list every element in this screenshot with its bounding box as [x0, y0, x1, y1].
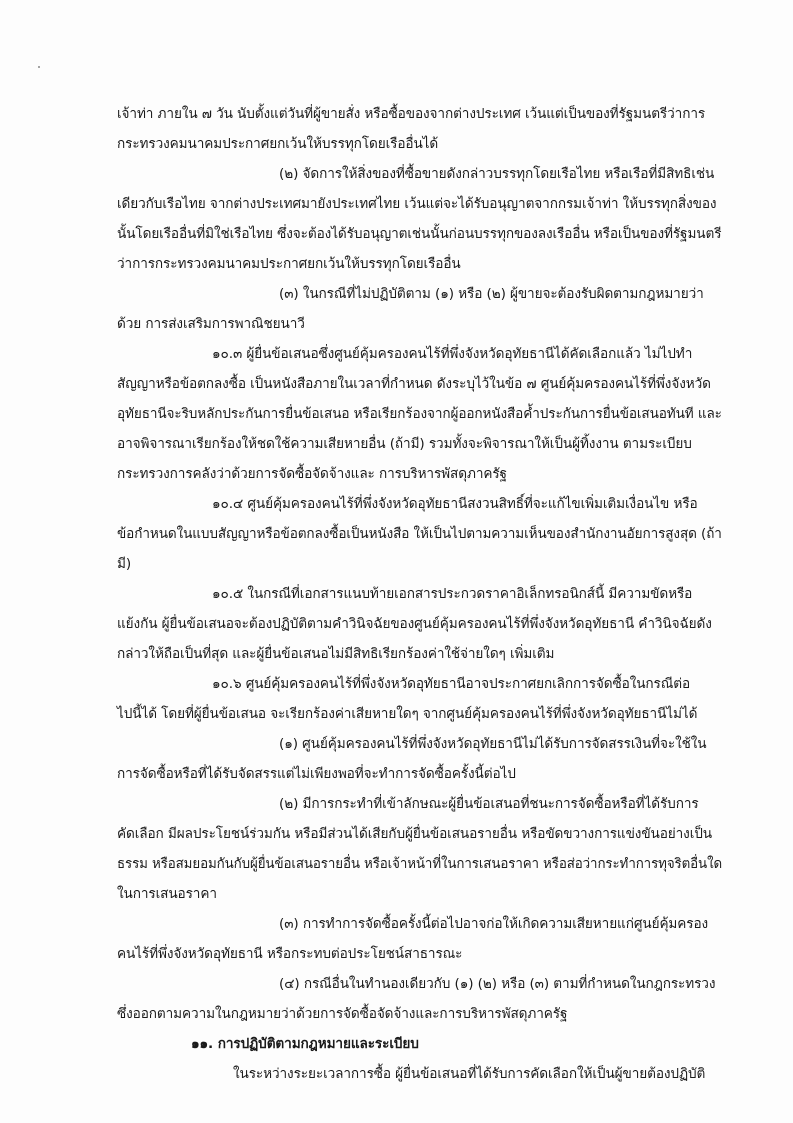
text-line: ๑๐.๔ ศูนย์คุ้มครองคนไร้ที่พึ่งจังหวัดอุทัยธานีสงวนสิทธิ์ที่จะแก้ไขเพิ่มเติมเงื่อนไข หรือ	[212, 496, 698, 512]
text-line: สัญญาหรือข้อตกลงซื้อ เป็นหนังสือภายในเวลาที่กำหนด ดังระบุไว้ในข้อ ๗ ศูนย์คุ้มครองคนไร้ที่พึ่งจังหวัด	[117, 376, 711, 392]
section-heading: ๑๑. การปฏิบัติตามกฎหมายและระเบียบ	[191, 1036, 419, 1052]
text-line: ไปนี้ได้ โดยที่ผู้ยื่นข้อเสนอ จะเรียกร้องค่าเสียหายใดๆ จากศูนย์คุ้มครองคนไร้ที่พึ่งจังหวัดอุทัยธานีไม่ได้	[117, 706, 698, 722]
text-line: แย้งกัน ผู้ยื่นข้อเสนอจะต้องปฏิบัติตามคำวินิจฉัยของศูนย์คุ้มครองคนไร้ที่พึ่งจังหวัดอุทัยธานี คำวินิจฉัยดัง	[117, 616, 712, 632]
text-line: มี)	[117, 556, 132, 572]
text-line: ว่าการกระทรวงคมนาคมประกาศยกเว้นให้บรรทุกโดยเรืออื่น	[117, 256, 461, 272]
text-line: นั้นโดยเรืออื่นที่มิใช่เรือไทย ซึ่งจะต้องได้รับอนุญาตเช่นนั้นก่อนบรรทุกของลงเรืออื่น หรือเป็นของที่รัฐมนตรี	[117, 226, 722, 242]
text-line: ในการเสนอราคา	[117, 886, 217, 902]
text-line: (๒) มีการกระทำที่เข้าลักษณะผู้ยื่นข้อเสนอที่ชนะการจัดซื้อหรือที่ได้รับการ	[279, 796, 699, 812]
text-line: ในระหว่างระยะเวลาการซื้อ ผู้ยื่นข้อเสนอที่ได้รับการคัดเลือกให้เป็นผู้ขายต้องปฏิบัติ	[233, 1066, 706, 1082]
text-line: (๑) ศูนย์คุ้มครองคนไร้ที่พึ่งจังหวัดอุทัยธานีไม่ได้รับการจัดสรรเงินที่จะใช้ใน	[279, 736, 707, 752]
text-line: (๓) การทำการจัดซื้อครั้งนี้ต่อไปอาจก่อให้เกิดความเสียหายแก่ศูนย์คุ้มครอง	[279, 916, 709, 932]
text-line: อาจพิจารณาเรียกร้องให้ชดใช้ความเสียหายอื่น (ถ้ามี) รวมทั้งจะพิจารณาให้เป็นผู้ทิ้งงาน ตามระเบียบ	[117, 436, 692, 452]
text-line: (๔) กรณีอื่นในทำนองเดียวกับ (๑) (๒) หรือ (๓) ตามที่กำหนดในกฎกระทรวง	[279, 976, 716, 992]
text-line: ซึ่งออกตามความในกฎหมายว่าด้วยการจัดซื้อจัดจ้างและการบริหารพัสดุภาครัฐ	[117, 1006, 568, 1022]
text-line: การจัดซื้อหรือที่ได้รับจัดสรรแต่ไม่เพียงพอที่จะทำการจัดซื้อครั้งนี้ต่อไป	[117, 766, 516, 782]
scan-speck	[38, 66, 40, 68]
text-line: ๑๐.๓ ผู้ยื่นข้อเสนอซึ่งศูนย์คุ้มครองคนไร้ที่พึ่งจังหวัดอุทัยธานีได้คัดเลือกแล้ว ไม่ไปทำ	[212, 346, 693, 362]
text-line: ธรรม หรือสมยอมกันกับผู้ยื่นข้อเสนอรายอื่น หรือเจ้าหน้าที่ในการเสนอราคา หรือส่อว่ากระทำการทุจริตอื่นใด	[117, 856, 723, 872]
text-line: ๑๐.๖ ศูนย์คุ้มครองคนไร้ที่พึ่งจังหวัดอุทัยธานีอาจประกาศยกเลิกการจัดซื้อในกรณีต่อ	[212, 676, 691, 692]
text-line: เดียวกับเรือไทย จากต่างประเทศมายังประเทศไทย เว้นแต่จะได้รับอนุญาตจากกรมเจ้าท่า ให้บรรทุกสิ่งของ	[117, 196, 717, 212]
text-line: (๓) ในกรณีที่ไม่ปฏิบัติตาม (๑) หรือ (๒) ผู้ขายจะต้องรับผิดตามกฎหมายว่า	[279, 286, 704, 302]
text-line: กล่าวให้ถือเป็นที่สุด และผู้ยื่นข้อเสนอไม่มีสิทธิเรียกร้องค่าใช้จ่ายใดๆ เพิ่มเติม	[117, 646, 555, 662]
text-line: ข้อกำหนดในแบบสัญญาหรือข้อตกลงซื้อเป็นหนังสือ ให้เป็นไปตามความเห็นของสำนักงานอัยการสูงสุด (ถ้า	[117, 526, 722, 542]
text-line: ด้วย การส่งเสริมการพาณิชยนาวี	[117, 316, 305, 332]
text-line: เจ้าท่า ภายใน ๗ วัน นับตั้งแต่วันที่ผู้ขายสั่ง หรือซื้อของจากต่างประเทศ เว้นแต่เป็นของที่รัฐมนตรีว่าการ	[117, 106, 706, 122]
text-line: คนไร้ที่พึ่งจังหวัดอุทัยธานี หรือกระทบต่อประโยชน์สาธารณะ	[117, 946, 463, 962]
text-line: คัดเลือก มีผลประโยชน์ร่วมกัน หรือมีส่วนได้เสียกับผู้ยื่นข้อเสนอรายอื่น หรือขัดขวางการแข่งขันอย่างเป็น	[117, 826, 712, 842]
text-line: ๑๐.๕ ในกรณีที่เอกสารแนบท้ายเอกสารประกวดราคาอิเล็กทรอนิกส์นี้ มีความขัดหรือ	[212, 586, 693, 602]
text-line: อุทัยธานีจะริบหลักประกันการยื่นข้อเสนอ หรือเรียกร้องจากผู้ออกหนังสือค้ำประกันการยื่นข้อเสนอทันที และ	[117, 406, 722, 422]
text-line: กระทรวงคมนาคมประกาศยกเว้นให้บรรทุกโดยเรืออื่นได้	[117, 136, 439, 152]
text-line: กระทรวงการคลังว่าด้วยการจัดซื้อจัดจ้างและ การบริหารพัสดุภาครัฐ	[117, 466, 507, 482]
text-line: (๒) จัดการให้สิ่งของที่ซื้อขายดังกล่าวบรรทุกโดยเรือไทย หรือเรือที่มีสิทธิเช่น	[279, 166, 715, 182]
